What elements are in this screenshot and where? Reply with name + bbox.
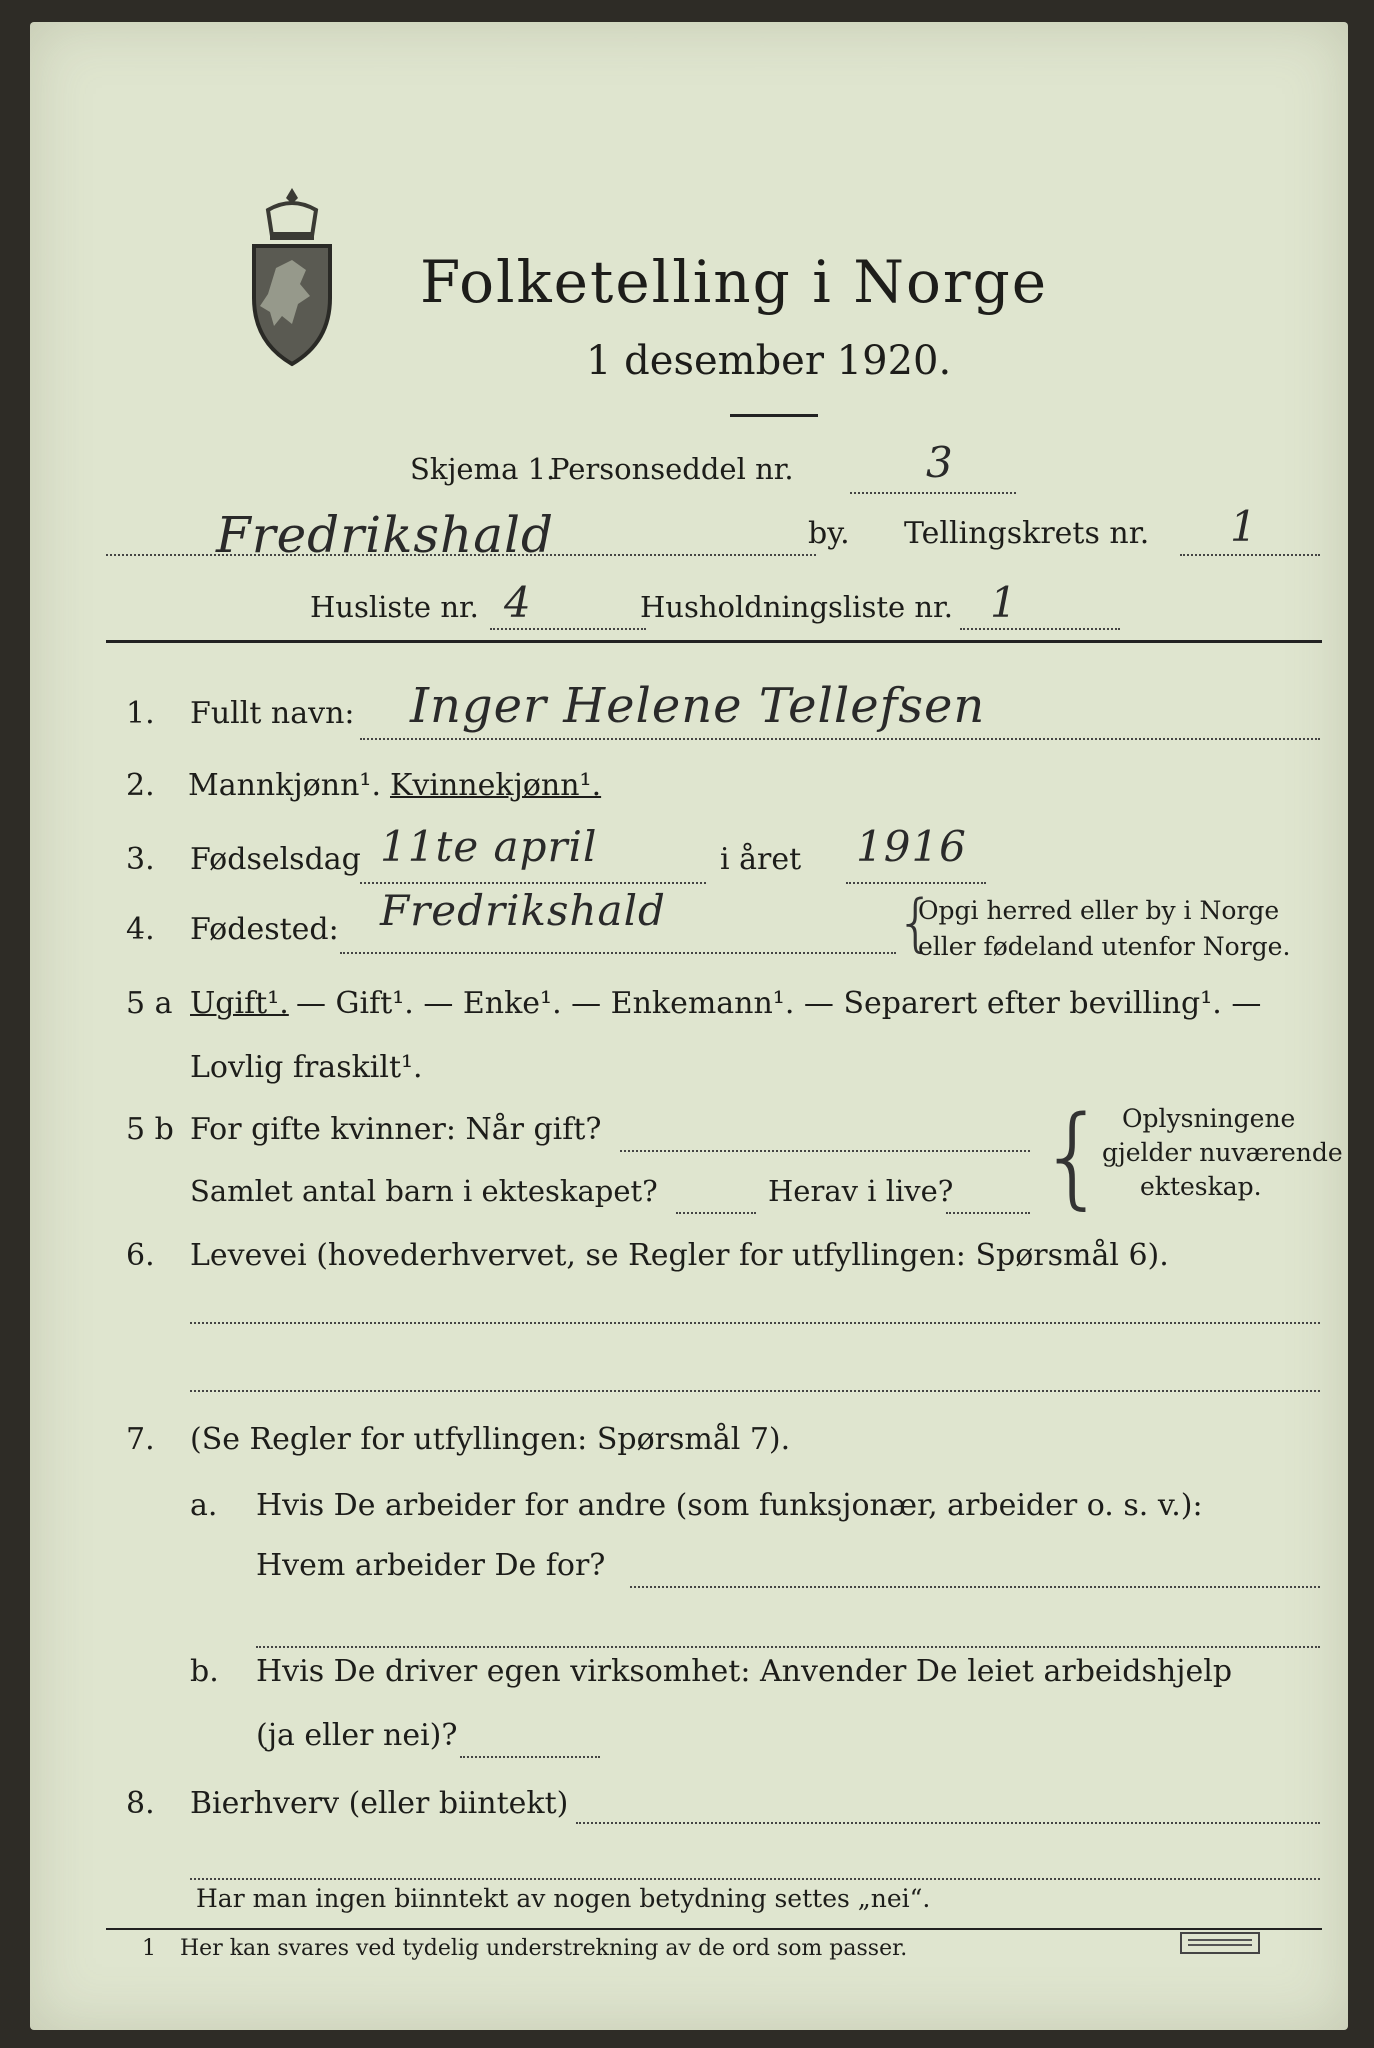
- q3-number: 3.: [126, 842, 155, 877]
- q3-year-label: i året: [720, 842, 802, 877]
- husholdningsliste-line: [960, 628, 1120, 630]
- husliste-label: Husliste nr.: [310, 590, 479, 624]
- q1-line: [360, 738, 1320, 740]
- q5a-fraskilt[interactable]: Lovlig fraskilt¹.: [190, 1050, 423, 1085]
- q7a-number: a.: [190, 1488, 218, 1523]
- q3-label: Fødselsdag: [190, 842, 361, 877]
- q7b-line1: Hvis De driver egen virksomhet: Anvender De leiet arbeidshjelp: [256, 1654, 1233, 1689]
- q7a-line2: Hvem arbeider De for?: [256, 1548, 606, 1583]
- q5b-number: 5 b: [126, 1112, 174, 1147]
- q7-number: 7.: [126, 1422, 155, 1457]
- q8-label: Bierhverv (eller biintekt): [190, 1786, 569, 1821]
- q3-day-line: [360, 882, 706, 884]
- q5a-options[interactable]: — Gift¹. — Enke¹. — Enkemann¹. — Separert efter bevilling¹. —: [296, 986, 1262, 1021]
- q5a-ugift-text: Ugift¹.: [190, 986, 289, 1021]
- form-title: Folketelling i Norge: [420, 248, 1049, 316]
- skjema-label: Skjema 1.: [410, 452, 556, 486]
- q2-number: 2.: [126, 768, 155, 803]
- q6-answer-line1[interactable]: [190, 1322, 1320, 1324]
- q5a-number: 5 a: [126, 986, 173, 1021]
- husholdningsliste-label: Husholdningsliste nr.: [640, 590, 953, 624]
- printer-stamp-icon: [1180, 1932, 1260, 1954]
- full-name-value[interactable]: Inger Helene Tellefsen: [410, 678, 986, 734]
- by-label: by.: [808, 516, 850, 551]
- q5b-live-line: [946, 1212, 1030, 1214]
- q4-brace: {: [896, 886, 936, 959]
- q5a-ugift[interactable]: [190, 986, 289, 1021]
- q7a-answer-line1[interactable]: [630, 1586, 1320, 1588]
- q7-label: (Se Regler for utfyllingen: Spørsmål 7).: [190, 1422, 791, 1457]
- q5b-barn-line: [676, 1212, 756, 1214]
- q2-female-text: Kvinnekjønn¹.: [390, 768, 602, 803]
- q2-male[interactable]: Mannkjønn¹.: [188, 768, 381, 803]
- tellingskrets-value[interactable]: 1: [1230, 502, 1258, 551]
- personseddel-label: Personseddel nr.: [550, 452, 794, 486]
- q8-number: 8.: [126, 1786, 155, 1821]
- husholdningsliste-value[interactable]: 1: [990, 578, 1018, 627]
- q7b-number: b.: [190, 1654, 219, 1689]
- q4-note-line1: Opgi herred eller by i Norge: [918, 896, 1280, 925]
- q7a-line1: Hvis De arbeider for andre (som funksjonær, arbeider o. s. v.):: [256, 1488, 1203, 1523]
- q1-number: 1.: [126, 696, 155, 731]
- footer-note: Har man ingen biinntekt av nogen betydning settes „nei“.: [196, 1884, 931, 1913]
- q5b-gift-line: [620, 1150, 1030, 1152]
- q5b-note-line1: Oplysningene: [1122, 1104, 1296, 1133]
- by-value[interactable]: Fredrikshald: [216, 506, 555, 564]
- q5b-brace: {: [1038, 1092, 1108, 1220]
- q6-number: 6.: [126, 1238, 155, 1273]
- q1-label: Fullt navn:: [190, 696, 355, 731]
- q4-label: Fødested:: [190, 912, 339, 947]
- tellingskrets-label: Tellingskrets nr.: [904, 516, 1150, 551]
- personseddel-line: [850, 492, 1016, 494]
- q4-line: [340, 952, 896, 954]
- footnote-text: Her kan svares ved tydelig understrekning av de ord som passer.: [180, 1936, 908, 1961]
- q5b-gifte-label: For gifte kvinner: Når gift?: [190, 1112, 602, 1147]
- tellingskrets-line: [1180, 554, 1320, 556]
- census-form: [30, 22, 1348, 2030]
- q2-female[interactable]: [390, 768, 601, 803]
- birthday-value[interactable]: 11te april: [380, 822, 598, 871]
- title-divider: [730, 414, 818, 417]
- footer-rule: [106, 1928, 1322, 1930]
- q6-answer-line2[interactable]: [190, 1390, 1320, 1392]
- q5b-live-label: Herav i live?: [768, 1174, 954, 1208]
- q7a-answer-line2[interactable]: [256, 1646, 1320, 1648]
- q5b-barn-label: Samlet antal barn i ekteskapet?: [190, 1174, 658, 1208]
- q4-number: 4.: [126, 912, 155, 947]
- birth-year-value[interactable]: 1916: [856, 822, 967, 871]
- q7b-answer-line[interactable]: [460, 1756, 600, 1758]
- personseddel-value[interactable]: 3: [926, 438, 954, 487]
- q4-note-line2: eller fødeland utenfor Norge.: [918, 932, 1291, 961]
- q7b-line2: (ja eller nei)?: [256, 1718, 458, 1753]
- census-date: 1 desember 1920.: [586, 338, 952, 384]
- coat-of-arms-icon: [246, 182, 338, 368]
- q5b-note-line3: ekteskap.: [1140, 1172, 1262, 1201]
- footnote-number: 1: [142, 1936, 156, 1961]
- q6-label: Levevei (hovederhvervet, se Regler for utfyllingen: Spørsmål 6).: [190, 1238, 1169, 1273]
- husliste-value[interactable]: 4: [504, 578, 532, 627]
- birthplace-value[interactable]: Fredrikshald: [380, 886, 666, 935]
- header-rule: [106, 640, 1322, 643]
- q3-year-line: [846, 882, 986, 884]
- q8-answer-line2[interactable]: [190, 1878, 1320, 1880]
- q5b-note-line2: gjelder nuværende: [1102, 1138, 1343, 1167]
- husliste-line: [490, 628, 646, 630]
- q8-answer-line[interactable]: [576, 1822, 1320, 1824]
